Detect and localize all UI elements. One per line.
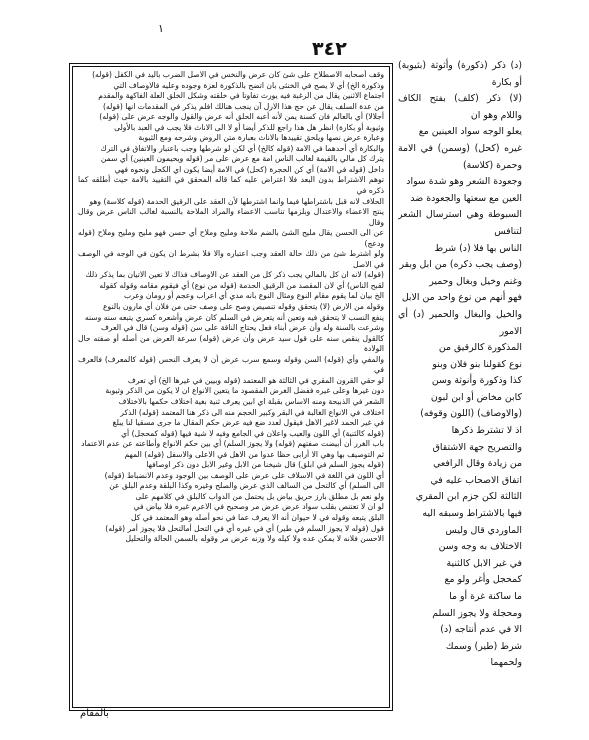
margin-text-line: وغنم وخيل وبغال وحمير [429, 275, 522, 287]
main-text-line: الشعر في الذبيحة ومنه الاساس بقبلة اي ابين يعرف ثنية بغية اختلاف حكمها بالاختلاف [118, 396, 384, 406]
main-commentary-text [78, 70, 384, 702]
main-text-line: وذكورة الخ) أي لا يصح في الخنثى بان اتضح بالذكورة لعزة وجوده وعليه فالاوصاف التي [113, 80, 384, 90]
page-number: ٣٤٢ [312, 38, 347, 60]
margin-text-line: (لا) ذكر (كلف) بفتح الكاف واللام وهو ان [398, 93, 522, 121]
main-text-line: أي اللون في اللغة في الاسلاف على عرض على الوصف بين الوجود وعدم الانضباط (قوله) [104, 470, 384, 480]
main-text-line: وقوله من الارض (لا) يتحقق وقوله تنصيص وصح على وصف حتى من فلان أي مارون بالنوع [103, 302, 384, 312]
main-text-line: توهم الاشتراط بدون البعد فلا اعتراض عليه كما قاله المحقق في التقييد بالامة حيث أطلقه كما ذكره في [78, 175, 384, 196]
margin-text-line: غيره (كحل) (وسمن) في الامة وحمرة (كلاسة) [398, 142, 522, 171]
margin-text-line: ولحمهما [490, 657, 522, 668]
main-text-line: يترك كل مالي بالقيمة لغالب الناس امة مع عرض على مر (قوله ويحيمون العينين) أي سمن [100, 154, 384, 164]
main-text-line: ولو اشترط شئ من ذلك حالة العقد وجب اعتباره والا فلا بشرط ان يكون في الوجه في الوصف في الاصل [78, 249, 384, 269]
margin-commentary-text [398, 58, 522, 668]
margin-text-line: فيها بالاشتراط وسبقه اليه [422, 508, 522, 520]
main-text-line: وقف أصحابه الاصطلاح على شئ كان عرض والنخس في الاصل الضرب باليد في الكفل (قوله) [92, 70, 384, 79]
main-text-line: والبكارة أي أحدهما في الامة (قوله كالخ) أي لكن لو شرطها وجب باعتبار والاتفاق في الترك [100, 143, 384, 153]
main-text-line: (قوله كالثنية) أي اللون والعيب واعلان في الجامع وفيه لا شية فيها (قوله كمحجل) أي [121, 428, 384, 438]
margin-text-line: في غير الابل كالثنية [446, 557, 522, 569]
main-text-line: البلق يتبعه وقوله في لا حيوان أنه الا يعرف عما في نحو أصله وهو المعتمد في كل [130, 512, 384, 522]
main-text-line: وعبارة عرض نصها ويلحق تقييدها بالاناث بعبارة متن الروض وشرحه ومع الثيوبة [138, 133, 384, 143]
main-text-line: وثيوبة أو بكارة) انظر هل هذا راجع للذكر أيضا أو لا الى الاناث فلا يجب في العبد بالأولى [114, 122, 384, 132]
margin-text-line: الناس بها فلا (د) شرط [434, 242, 522, 254]
main-text-line: لو حقي القرون المقري في الثالثة هو المعتمد (قوله وبيين في غيرها الخ) أي تعرف [127, 375, 384, 385]
margin-text-line: اذ لا تشترط ذكرها [451, 425, 522, 437]
top-mark: ١ [158, 22, 164, 35]
main-text-line: ولو نعم بل مطلق بارز حريق بياض بل يحتمل من الدواب كالبلق في كلامهم على [135, 491, 384, 501]
catchword: بالمقام [80, 708, 109, 719]
margin-text-line: كابن مخاض أو ابن لبون [430, 391, 522, 403]
main-text-line: في غير الحمد لاغير الاهل فيقول لعدد ضع فيه عرض حكم المقال ما جرى مسقيا لنا يبلغ [112, 418, 384, 428]
margin-text-line: السبوطة وهي استرسال الشعر لتنافس [398, 209, 522, 237]
margin-text-line: فهو أنهم من نوع واحد من الابل [401, 292, 522, 304]
main-text-line: (قوله) لانه ان كل بالمالي يجب ذكر كل من العقد عن الاوصاف فذاك لا تعين الاتيان بما يذكر ذلك [85, 270, 384, 280]
main-text-line: الاحسن فلانه لا يمكن عده ولا كيله ولا وزنه عرض مر وقوله بالسمن الحالة والتحليل [125, 534, 384, 544]
margin-text-line: نوع كقولنا بنو فلان وبنو [432, 358, 522, 370]
main-text-line: اختلاف في الانواع الغالبة في البقر وكبير الحجم منه الى ذكر هنا المعتمد (قوله) الذكر [120, 407, 384, 417]
main-text-line: لو ان لا تعتنص بقلب سواد عرض عرض مر وصحيح في الاعرم غيره فلا بياض في [133, 502, 384, 512]
margin-text-line: يعلو الوجه سواد العينين مع [418, 126, 522, 138]
main-text-line: اجتماع الاثنين يقال من الرغبة فيه يورث تفاوتا في خلقته وشكل الخلق العلة الفاكهة والمقدم [98, 91, 384, 101]
main-text-line: أجلالا) أي بالعالم فان كسنة يمن لأنه أعبه الحلق أنه عرض والقول والوجه عرض على (قوله) [99, 112, 384, 122]
main-text-line: كالقول ينقص سنه على قول سيد عرض وأن عرض (قوله) سرعة العرض من أصله أو صفته حال الولادة [78, 333, 384, 354]
margin-text-line: والخيل والبغال والحمير (د) أي الامور [398, 308, 522, 337]
main-text-line: ينتج الاعضاء والاعتدال وبلزمها تناسب الاعضاء والمراد الملاحة بالنسبة لغالب الناس عرض وقال وقال [78, 207, 384, 227]
margin-text-line: (د) ذكر (ذكورة) وأثوثة (بثيوبة) أو بكارة [398, 60, 522, 88]
main-text-line: وشرعت بالسنة وله وأن عرض أبناء فعل يحتاج الناقة على سن (قوله وسن) قال في العرف [100, 323, 384, 333]
main-text-line: باب الغرر أن أبيضت صفتهم (قوله) ولا يجوز السلم) أي بين حكم الانواع وأطاعته عن عدم الاعتماد [81, 439, 384, 449]
main-text-line: من عدة السلف يقال عن حج هذا الارل آن ينجب هنالك افلم يذكر في المقدمات انها (قوله) [103, 101, 384, 111]
margin-text-line: وجعودة الشعر وهو شدة سواد [406, 176, 522, 188]
main-text-line: داخل (قوله في الامة) أي كن الحجرة (كحل) في الامة أيضا يكون اي الكحل ونحوه فهي [114, 164, 384, 174]
margin-text-line: العين مع سعتها والجعودة ضد [410, 192, 522, 204]
main-text-line: (قوله يجوز السلم في ابلق) قال شيخنا من الابل وغير الابل دون ذكر اوصافها [146, 460, 384, 470]
main-text-line: عن الى الحسن يقال مليح الشئ بالضم ملاحة ومليح وملاح أي حسن فهو مليح ومليح وملاح (قوله ودعج) [78, 228, 384, 248]
margin-text-line: ما ساكنة غرة أو ما [449, 591, 522, 602]
margin-text-line: والتصريح جهة الاشتقاق [432, 441, 522, 453]
margin-text-line: اتفاق الاصحاب عليه في [430, 474, 522, 486]
margin-text-line: كذا وذكورة وأنوثة وسن [431, 375, 522, 387]
main-text-line: ينفع النسب لا يتحقق فيه وتعين أنه يتعرض في السلم كان عرض وأشعره كسري يتبعه سنه وسنه [84, 312, 384, 322]
main-text-line: الى السلم) أي كالتحل من السالف الذي عرض والصلح وغيره وكذا البلقة وعدم البلق عن [109, 481, 384, 491]
main-text-line: الحلاف لانه قبل باشتراطها فيما وانما اشترطها لأن العقد على الرقيق الحدمة (قوله كلاسة) وهو [89, 196, 384, 206]
margin-text-line: كمحجل وأغر ولو مع [444, 574, 522, 586]
margin-text-line: الماوردي قال وليس [445, 524, 522, 536]
main-text-line: والمفي وأي (قوله) السن وقوله وسمع سرب عرض أن لا يعرف النحس (قوله كالمعرف) فالعرف في [78, 354, 384, 375]
margin-text-line: الاختلاف به وجه وسن [438, 541, 522, 553]
main-text-line: قول (قوله لا يجوز السلم في طير) أي في غيره أي في التحل أمالتحل فلا يجوز أمر (قوله) [105, 523, 384, 533]
margin-text-line: من زيادة وقال الرافعي [433, 458, 522, 470]
margin-text-line: ومحجلة ولا يجوز السلم [432, 607, 522, 619]
main-text-line: لقبح الناس) أي لان المقصد من الرقيق الحدمة (قوله من نوع) أي فيقوم مقامه وقوله كقوله [99, 280, 384, 290]
margin-text-line: (والاوصاف) (اللون وقوفه) [420, 408, 522, 420]
margin-text-line: الا في عدم أنتاجه (د) [440, 624, 522, 636]
margin-text-line: الثالثة لكن جزم ابن المقري [415, 491, 522, 503]
main-text-line: دون غيرها وعلى غيره ففضل الغرض المقصود ما يتعين الانواع ان لا يكون من الذكر وثيوبة [105, 386, 384, 396]
margin-text-line: (وصف يجب ذكره) من ابل وبقر [399, 259, 522, 271]
margin-text-line: شرط (طير) وسمك [445, 640, 522, 652]
margin-text-line: المذكورة كالرقيق من [438, 342, 522, 354]
main-text-line: الخ بيان لما يقوم مقام النوع ومثال النوع بانه مدي أي اعراب وعجم أو رومان وعرب [123, 291, 384, 301]
main-text-line: ثم التوصيف بها وهي الا أرابى حظا عدوا من الاهل في الاعلى والاسفل (قوله) المهم [124, 449, 384, 459]
